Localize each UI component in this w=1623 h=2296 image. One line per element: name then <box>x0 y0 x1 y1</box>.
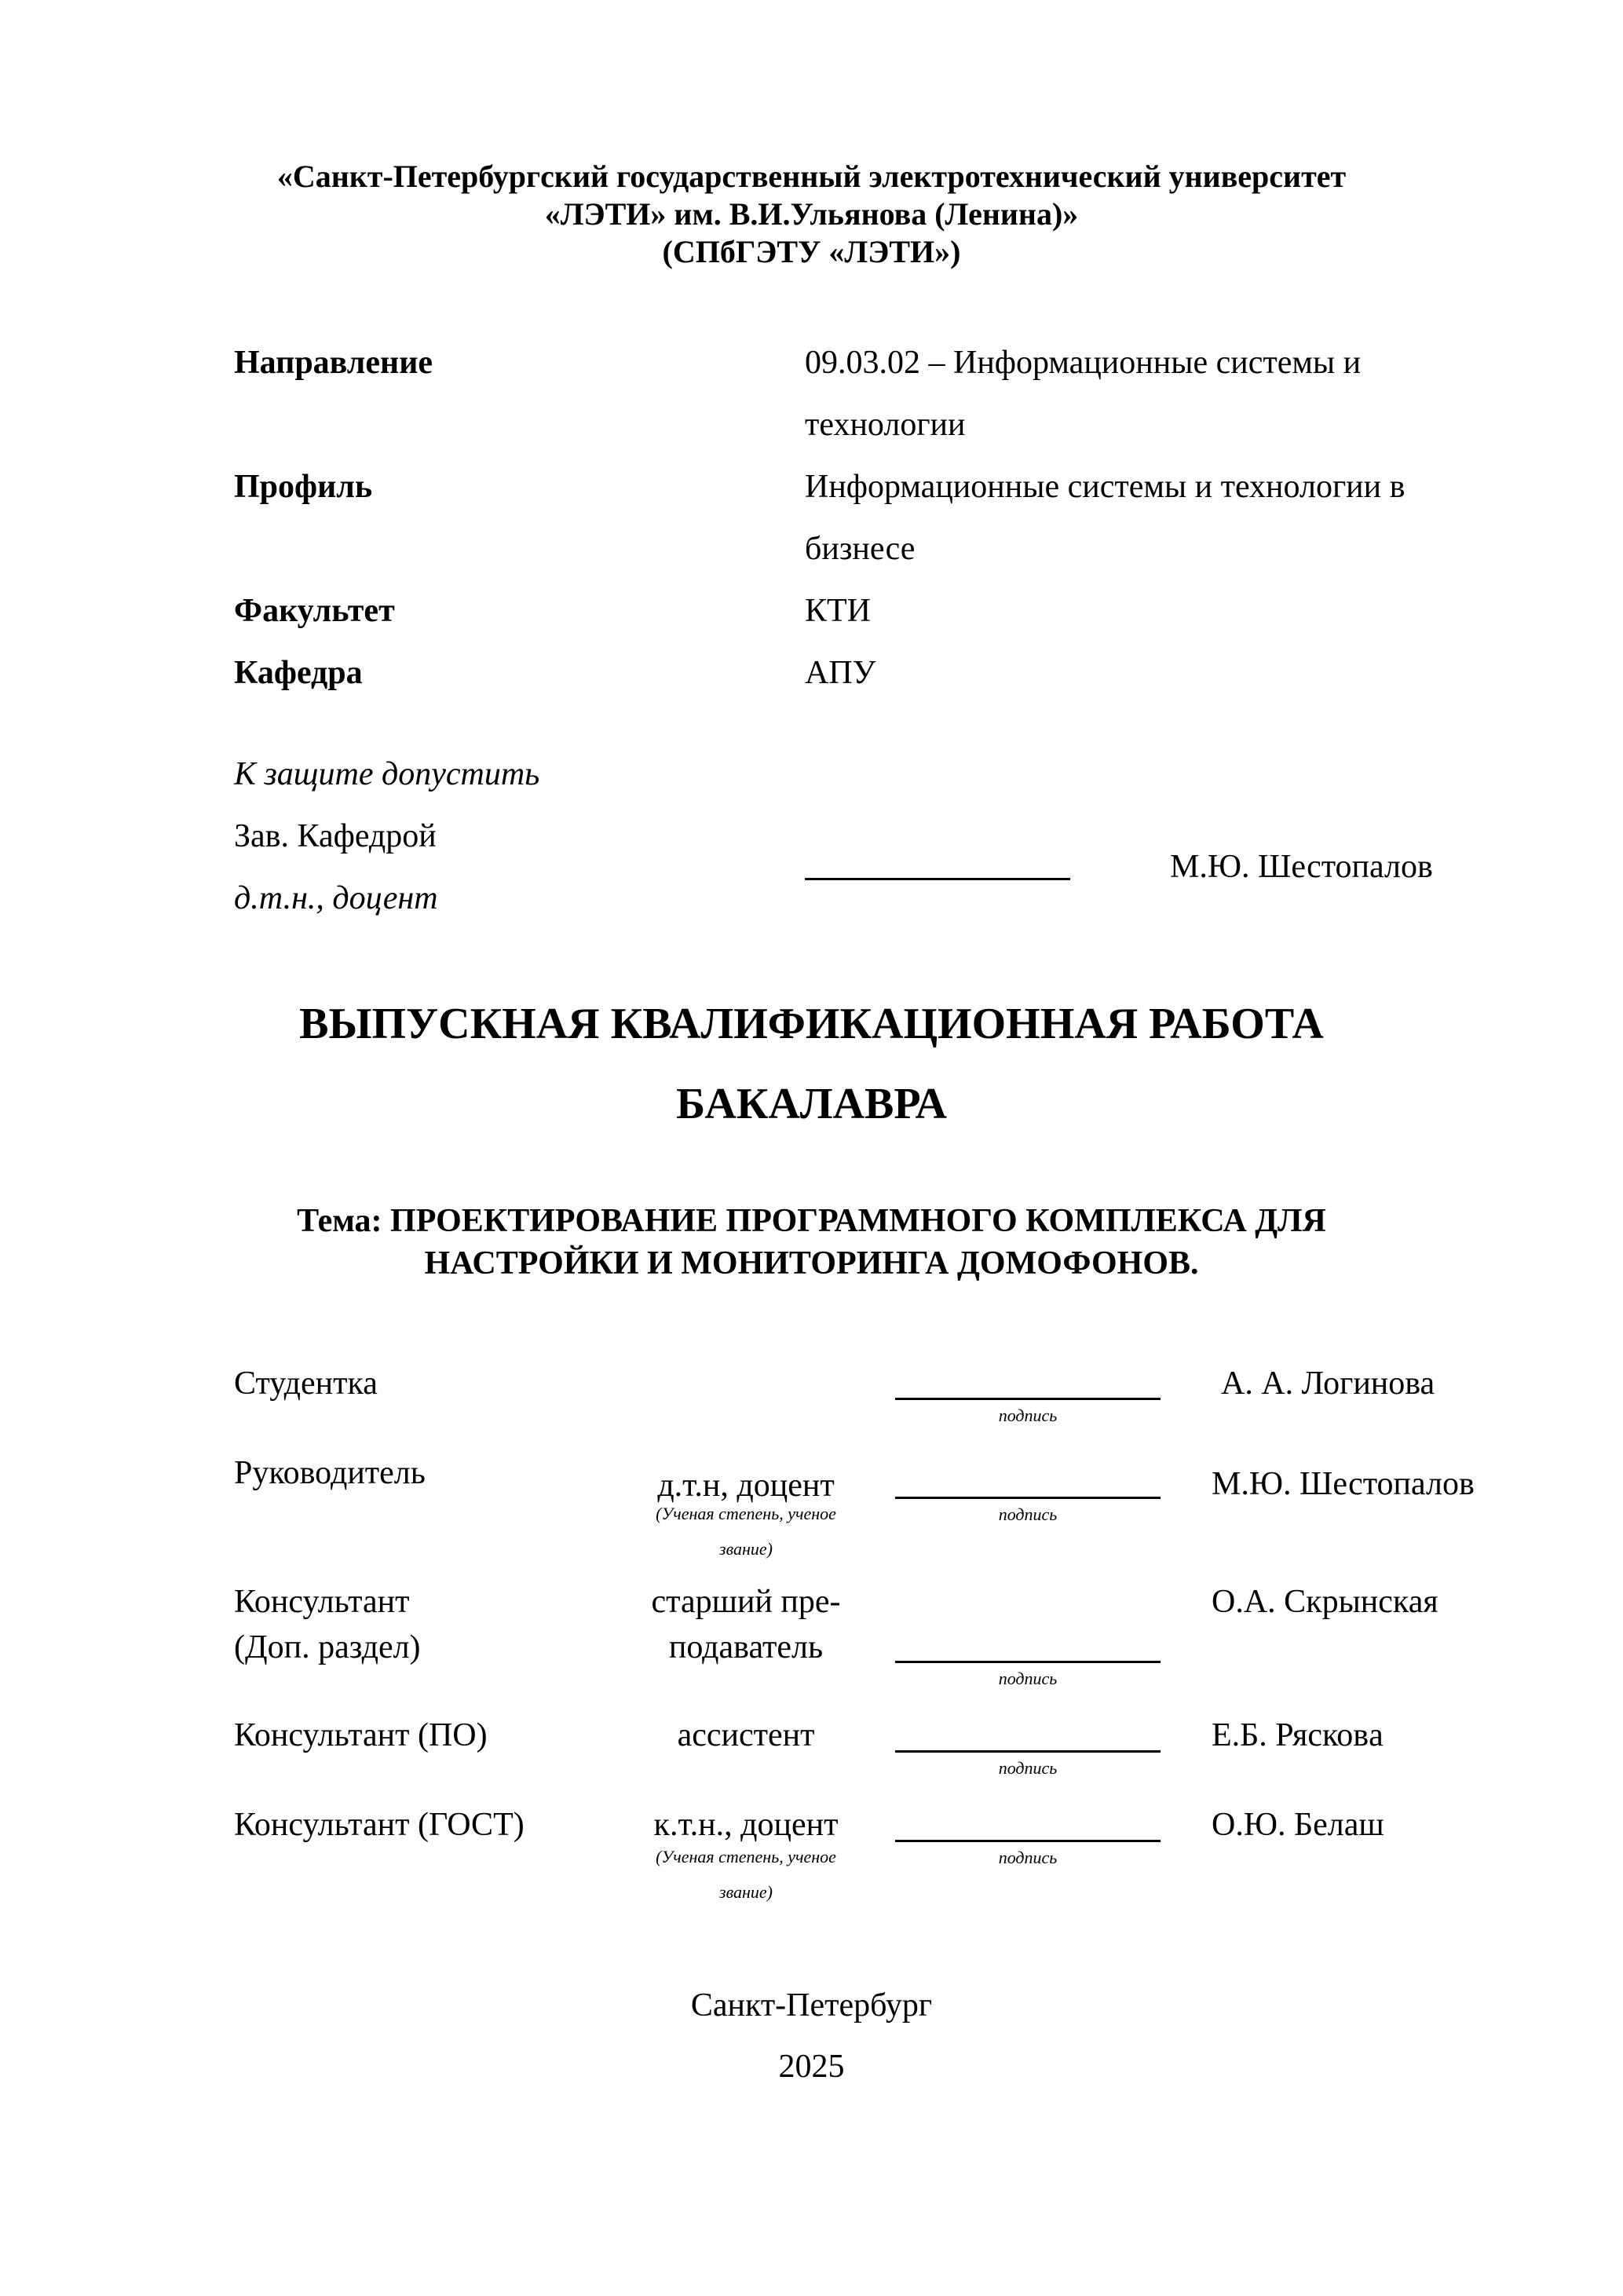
profile-label: Профиль <box>234 469 373 505</box>
consultant-extra-degree-line1: старший пре- <box>651 1584 841 1620</box>
supervisor-signature-line <box>895 1497 1161 1499</box>
consultant-gost-degree-caption-line1: (Ученая степень, ученое <box>656 1847 836 1866</box>
approval-signature-line <box>805 878 1070 880</box>
footer-year: 2025 <box>778 2049 845 2085</box>
consultant-gost-role: Консультант (ГОСТ) <box>234 1807 525 1843</box>
direction-label: Направление <box>234 345 433 381</box>
supervisor-signature-caption: подпись <box>998 1504 1058 1524</box>
university-name-line1: «Санкт-Петербургский государственный электротехнический университет <box>276 159 1347 194</box>
consultant-extra-role-line2: (Доп. раздел) <box>234 1629 421 1665</box>
consultant-extra-signature-line <box>895 1661 1161 1663</box>
faculty-label: Факультет <box>234 593 395 629</box>
consultant-gost-degree-caption-line2: звание) <box>719 1882 773 1902</box>
profile-value-line2: бизнесе <box>805 531 916 567</box>
consultant-software-degree: ассистент <box>677 1717 815 1753</box>
student-name: А. А. Логинова <box>1221 1366 1435 1402</box>
footer-city: Санкт-Петербург <box>690 1987 933 2024</box>
university-name-line2: «ЛЭТИ» им. В.И.Ульянова (Ленина)» <box>544 196 1079 232</box>
department-label: Кафедра <box>234 655 363 691</box>
consultant-extra-role-line1: Консультант <box>234 1584 410 1620</box>
approval-text: К защите допустить <box>234 756 540 792</box>
department-head-name: М.Ю. Шестопалов <box>1170 849 1433 885</box>
department-value: АПУ <box>805 655 876 691</box>
document-title-line1: ВЫПУСКНАЯ КВАЛИФИКАЦИОННАЯ РАБОТА <box>299 1000 1324 1048</box>
university-abbreviation: (СПбГЭТУ «ЛЭТИ») <box>662 234 961 269</box>
department-head-label: Зав. Кафедрой <box>234 818 437 854</box>
document-title-line2: БАКАЛАВРА <box>676 1080 947 1128</box>
profile-value-line1: Информационные системы и технологии в <box>805 469 1406 505</box>
direction-value-line1: 09.03.02 – Информационные системы и <box>805 345 1362 381</box>
supervisor-degree-caption-line2: звание) <box>719 1539 773 1559</box>
consultant-extra-degree-line2: подаватель <box>668 1629 824 1665</box>
consultant-gost-name: О.Ю. Белаш <box>1212 1807 1384 1843</box>
consultant-software-role: Консультант (ПО) <box>234 1717 488 1753</box>
consultant-gost-degree: к.т.н., доцент <box>653 1807 839 1843</box>
consultant-software-signature-line <box>895 1750 1161 1753</box>
direction-value-line2: технологии <box>805 407 966 443</box>
consultant-software-name: Е.Б. Рясковa <box>1212 1717 1384 1753</box>
student-role: Студентка <box>234 1366 378 1402</box>
consultant-gost-signature-caption: подпись <box>998 1848 1058 1867</box>
theme-line2: НАСТРОЙКИ И МОНИТОРИНГА ДОМОФОНОВ. <box>424 1245 1199 1281</box>
supervisor-degree: д.т.н, доцент <box>657 1468 835 1504</box>
supervisor-role: Руководитель <box>234 1455 426 1491</box>
faculty-value: КТИ <box>805 593 871 629</box>
supervisor-degree-caption-line1: (Ученая степень, ученое <box>656 1504 836 1523</box>
supervisor-name: М.Ю. Шестопалов <box>1212 1466 1475 1502</box>
consultant-gost-signature-line <box>895 1840 1161 1842</box>
consultant-extra-name: О.А. Скрынская <box>1212 1584 1438 1620</box>
consultant-software-signature-caption: подпись <box>998 1758 1058 1778</box>
department-head-degree: д.т.н., доцент <box>234 880 438 916</box>
student-signature-caption: подпись <box>998 1406 1058 1425</box>
student-signature-line <box>895 1398 1161 1400</box>
theme-line1: Тема: ПРОЕКТИРОВАНИЕ ПРОГРАММНОГО КОМПЛЕКСА ДЛЯ <box>297 1203 1326 1239</box>
consultant-extra-signature-caption: подпись <box>998 1669 1058 1688</box>
